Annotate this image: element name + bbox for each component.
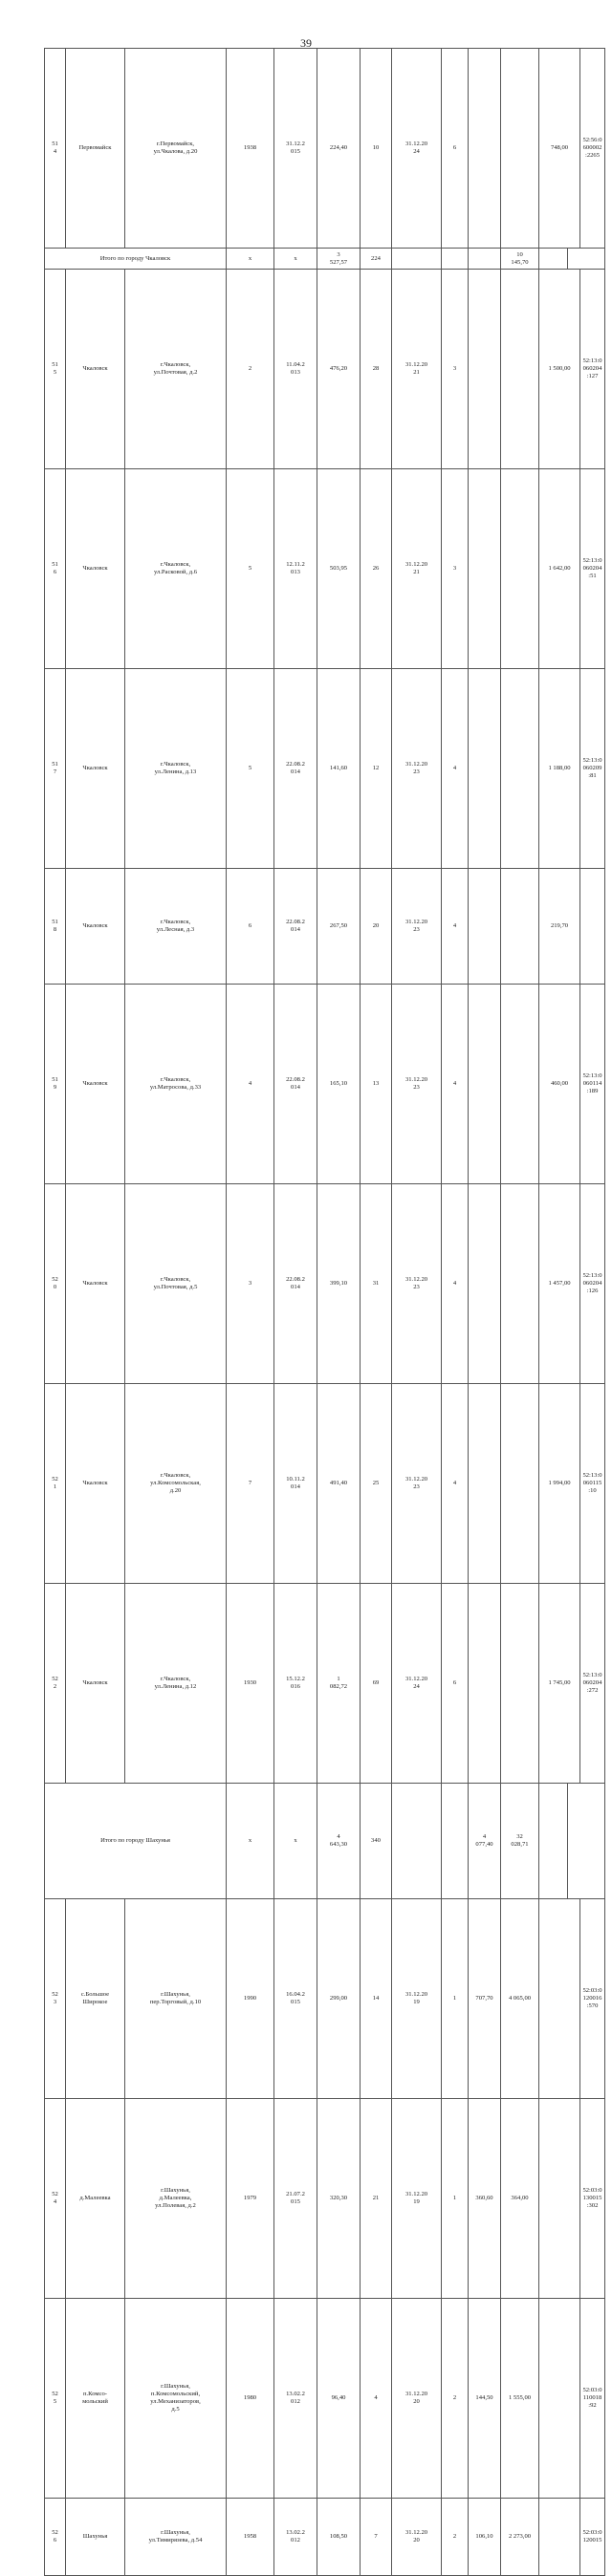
build-year-cell: 2 xyxy=(227,270,274,469)
total-sum-cell xyxy=(539,1784,568,1899)
residents-cell: 7 xyxy=(361,2499,392,2576)
total-deadline-cell xyxy=(392,249,442,270)
table-row xyxy=(45,669,605,869)
residents-cell: 25 xyxy=(361,1384,392,1584)
cadastral-cell: 52:13:0 060114 :189 xyxy=(580,985,605,1184)
area-relocated-cell xyxy=(469,469,501,669)
cadastral-cell: 52:56:0 600002 :2265 xyxy=(580,49,605,249)
settlement-cell: Чкаловск xyxy=(66,985,125,1184)
cadastral-cell: 52:13:0 060204 :126 xyxy=(580,1184,605,1384)
total-cadastral-cell xyxy=(568,249,605,270)
cost-cell xyxy=(501,985,539,1184)
deadline-cell: 31.12.20 20 xyxy=(392,2299,442,2499)
stage-cell: 3 xyxy=(442,469,469,669)
total-sum-cell xyxy=(539,249,568,270)
row-number-cell: 52 5 xyxy=(45,2299,66,2499)
area-relocated-cell: 360,60 xyxy=(469,2099,501,2299)
area-cell: 399,10 xyxy=(317,1184,361,1384)
table-row xyxy=(45,2299,605,2499)
cost-cell xyxy=(501,469,539,669)
cost-cell xyxy=(501,669,539,869)
total-date-cell: х xyxy=(274,1784,317,1899)
build-year-cell: 4 xyxy=(227,985,274,1184)
settlement-cell: Чкаловск xyxy=(66,469,125,669)
table-row xyxy=(45,2499,605,2576)
row-number-cell: 52 2 xyxy=(45,1584,66,1784)
residents-cell: 4 xyxy=(361,2299,392,2499)
residents-cell: 21 xyxy=(361,2099,392,2299)
deadline-cell: 31.12.20 23 xyxy=(392,1184,442,1384)
deadline-cell: 31.12.20 20 xyxy=(392,2499,442,2576)
recognition-date-cell: 13.02.2 012 xyxy=(274,2499,317,2576)
table-row xyxy=(45,1584,605,1784)
total-cadastral-cell xyxy=(568,1784,605,1899)
stage-cell: 4 xyxy=(442,869,469,985)
deadline-cell: 31.12.20 24 xyxy=(392,49,442,249)
area-cell: 476,20 xyxy=(317,270,361,469)
area-cell: 320,30 xyxy=(317,2099,361,2299)
address-cell: г.Шахунья, д.Малеевка, ул.Полевая, д.2 xyxy=(125,2099,227,2299)
address-cell: г.Чкаловск, ул.Почтовая, д.5 xyxy=(125,1184,227,1384)
address-cell: г.Чкаловск, ул.Лесная, д.3 xyxy=(125,869,227,985)
residents-cell: 31 xyxy=(361,1184,392,1384)
area-relocated-cell xyxy=(469,985,501,1184)
deadline-cell: 31.12.20 21 xyxy=(392,270,442,469)
build-year-cell: 1990 xyxy=(227,1899,274,2099)
sum-cell: 1 745,00 xyxy=(539,1584,580,1784)
area-cell: 165,10 xyxy=(317,985,361,1184)
table-row xyxy=(45,985,605,1184)
area-cell: 224,40 xyxy=(317,49,361,249)
recognition-date-cell: 15.12.2 016 xyxy=(274,1584,317,1784)
cost-cell: 1 555,00 xyxy=(501,2299,539,2499)
table-row xyxy=(45,2099,605,2299)
area-cell: 141,60 xyxy=(317,669,361,869)
sum-cell xyxy=(539,1899,580,2099)
cost-cell xyxy=(501,1584,539,1784)
stage-cell: 3 xyxy=(442,270,469,469)
area-relocated-cell xyxy=(469,869,501,985)
sum-cell: 1 994,00 xyxy=(539,1384,580,1584)
recognition-date-cell: 10.11.2 014 xyxy=(274,1384,317,1584)
settlement-cell: с.Большое Широкое xyxy=(66,1899,125,2099)
cadastral-cell: 52:13:0 060204 :127 xyxy=(580,270,605,469)
cost-cell: 4 065,00 xyxy=(501,1899,539,2099)
cadastral-cell: 52:03:0 110018 :92 xyxy=(580,2299,605,2499)
sum-cell: 1 500,00 xyxy=(539,270,580,469)
row-number-cell: 51 4 xyxy=(45,49,66,249)
residents-cell: 26 xyxy=(361,469,392,669)
area-relocated-cell: 144,50 xyxy=(469,2299,501,2499)
build-year-cell: 7 xyxy=(227,1384,274,1584)
row-number-cell: 52 1 xyxy=(45,1384,66,1584)
area-cell: 108,50 xyxy=(317,2499,361,2576)
table-row xyxy=(45,49,605,249)
row-number-cell: 51 5 xyxy=(45,270,66,469)
total-stage-cell xyxy=(442,249,469,270)
residents-cell: 13 xyxy=(361,985,392,1184)
recognition-date-cell: 22.08.2 014 xyxy=(274,669,317,869)
residents-cell: 12 xyxy=(361,669,392,869)
build-year-cell: 5 xyxy=(227,469,274,669)
address-cell: г.Чкаловск, ул.Почтовая, д.2 xyxy=(125,270,227,469)
recognition-date-cell: 22.08.2 014 xyxy=(274,869,317,985)
deadline-cell: 31.12.20 19 xyxy=(392,2099,442,2299)
cadastral-cell: 52:03:0 120016 :570 xyxy=(580,1899,605,2099)
total-area-cell: 3 527,57 xyxy=(317,249,361,270)
cadastral-cell xyxy=(580,869,605,985)
settlement-cell: Чкаловск xyxy=(66,1584,125,1784)
cost-cell xyxy=(501,270,539,469)
area-relocated-cell: 707,70 xyxy=(469,1899,501,2099)
area-cell: 503,95 xyxy=(317,469,361,669)
area-relocated-cell xyxy=(469,669,501,869)
residents-cell: 14 xyxy=(361,1899,392,2099)
stage-cell: 6 xyxy=(442,1584,469,1784)
table-row xyxy=(45,1899,605,2099)
deadline-cell: 31.12.20 23 xyxy=(392,669,442,869)
area-relocated-cell xyxy=(469,1384,501,1584)
sum-cell: 460,00 xyxy=(539,985,580,1184)
settlement-cell: Чкаловск xyxy=(66,669,125,869)
total-row xyxy=(45,1784,605,1899)
table-row xyxy=(45,869,605,985)
build-year-cell: 1958 xyxy=(227,2499,274,2576)
address-cell: г.Первомайск, ул.Чкалова, д.20 xyxy=(125,49,227,249)
cost-cell xyxy=(501,49,539,249)
cost-cell xyxy=(501,1384,539,1584)
settlement-cell: Чкаловск xyxy=(66,1184,125,1384)
address-cell: г.Шахунья, пер.Торговый, д.10 xyxy=(125,1899,227,2099)
total-area-relocated-cell: 4 077,40 xyxy=(469,1784,501,1899)
settlement-cell: п.Комсо- мольский xyxy=(66,2299,125,2499)
sum-cell: 1 188,00 xyxy=(539,669,580,869)
deadline-cell: 31.12.20 19 xyxy=(392,1899,442,2099)
row-number-cell: 51 9 xyxy=(45,985,66,1184)
address-cell: г.Шахунья, ул.Тимирязева, д.54 xyxy=(125,2499,227,2576)
cadastral-cell: 52:13:0 060204 :272 xyxy=(580,1584,605,1784)
recognition-date-cell: 12.11.2 013 xyxy=(274,469,317,669)
residents-cell: 28 xyxy=(361,270,392,469)
total-area-relocated-cell xyxy=(469,249,501,270)
stage-cell: 6 xyxy=(442,49,469,249)
cadastral-cell: 52:03:0 120015 xyxy=(580,2499,605,2576)
total-date-cell: х xyxy=(274,249,317,270)
area-relocated-cell: 106,10 xyxy=(469,2499,501,2576)
stage-cell: 1 xyxy=(442,2099,469,2299)
area-relocated-cell xyxy=(469,1584,501,1784)
deadline-cell: 31.12.20 23 xyxy=(392,869,442,985)
stage-cell: 4 xyxy=(442,1184,469,1384)
total-residents-cell: 340 xyxy=(361,1784,392,1899)
row-number-cell: 52 4 xyxy=(45,2099,66,2299)
sum-cell: 1 457,00 xyxy=(539,1184,580,1384)
residents-cell: 10 xyxy=(361,49,392,249)
table-row xyxy=(45,1384,605,1584)
page-number: 39 xyxy=(300,36,312,50)
table-row xyxy=(45,270,605,469)
total-deadline-cell xyxy=(392,1784,442,1899)
total-stage-cell xyxy=(442,1784,469,1899)
sum-cell xyxy=(539,2099,580,2299)
area-cell: 96,40 xyxy=(317,2299,361,2499)
deadline-cell: 31.12.20 21 xyxy=(392,469,442,669)
recognition-date-cell: 22.08.2 014 xyxy=(274,985,317,1184)
total-year-cell: х xyxy=(227,249,274,270)
table-row xyxy=(45,1184,605,1384)
row-number-cell: 51 6 xyxy=(45,469,66,669)
settlement-cell: Чкаловск xyxy=(66,869,125,985)
build-year-cell: 1938 xyxy=(227,49,274,249)
address-cell: г.Шахунья, п.Комсомольский, ул.Механизаторов, д.5 xyxy=(125,2299,227,2499)
recognition-date-cell: 16.04.2 015 xyxy=(274,1899,317,2099)
total-cost-cell: 32 028,71 xyxy=(501,1784,539,1899)
area-relocated-cell xyxy=(469,1184,501,1384)
settlement-cell: д.Малеевка xyxy=(66,2099,125,2299)
cadastral-cell: 52:13:0 060204 :51 xyxy=(580,469,605,669)
deadline-cell: 31.12.20 23 xyxy=(392,1384,442,1584)
recognition-date-cell: 21.07.2 015 xyxy=(274,2099,317,2299)
row-number-cell: 52 0 xyxy=(45,1184,66,1384)
sum-cell: 748,00 xyxy=(539,49,580,249)
build-year-cell: 1930 xyxy=(227,1584,274,1784)
recognition-date-cell: 31.12.2 015 xyxy=(274,49,317,249)
residents-cell: 69 xyxy=(361,1584,392,1784)
total-area-cell: 4 643,30 xyxy=(317,1784,361,1899)
sum-cell: 219,70 xyxy=(539,869,580,985)
stage-cell: 2 xyxy=(442,2299,469,2499)
recognition-date-cell: 11.04.2 013 xyxy=(274,270,317,469)
settlement-cell: Шахунья xyxy=(66,2499,125,2576)
deadline-cell: 31.12.20 23 xyxy=(392,985,442,1184)
row-number-cell: 52 3 xyxy=(45,1899,66,2099)
area-cell: 491,40 xyxy=(317,1384,361,1584)
total-label: Итого по городу Чкаловск xyxy=(45,249,227,270)
row-number-cell: 52 6 xyxy=(45,2499,66,2576)
sum-cell xyxy=(539,2499,580,2576)
stage-cell: 4 xyxy=(442,1384,469,1584)
settlement-cell: Чкаловск xyxy=(66,1384,125,1584)
address-cell: г.Чкаловск, ул.Ленина, д.12 xyxy=(125,1584,227,1784)
address-cell: г.Чкаловск, ул.Расковой, д.6 xyxy=(125,469,227,669)
row-number-cell: 51 8 xyxy=(45,869,66,985)
total-year-cell: х xyxy=(227,1784,274,1899)
area-cell: 299,00 xyxy=(317,1899,361,2099)
area-relocated-cell xyxy=(469,270,501,469)
cost-cell xyxy=(501,869,539,985)
build-year-cell: 3 xyxy=(227,1184,274,1384)
total-cost-cell: 10 145,70 xyxy=(501,249,539,270)
build-year-cell: 6 xyxy=(227,869,274,985)
row-number-cell: 51 7 xyxy=(45,669,66,869)
build-year-cell: 1980 xyxy=(227,2299,274,2499)
total-label: Итого по городу Шахунья xyxy=(45,1784,227,1899)
cost-cell: 364,00 xyxy=(501,2099,539,2299)
address-cell: г.Чкаловск, ул.Ленина, д.13 xyxy=(125,669,227,869)
recognition-date-cell: 13.02.2 012 xyxy=(274,2299,317,2499)
stage-cell: 1 xyxy=(442,1899,469,2099)
recognition-date-cell: 22.08.2 014 xyxy=(274,1184,317,1384)
cadastral-cell: 52:13:0 060115 :10 xyxy=(580,1384,605,1584)
total-row xyxy=(45,249,605,270)
sum-cell xyxy=(539,2299,580,2499)
deadline-cell: 31.12.20 24 xyxy=(392,1584,442,1784)
stage-cell: 4 xyxy=(442,669,469,869)
build-year-cell: 5 xyxy=(227,669,274,869)
sum-cell: 1 642,00 xyxy=(539,469,580,669)
stage-cell: 2 xyxy=(442,2499,469,2576)
cost-cell: 2 273,00 xyxy=(501,2499,539,2576)
housing-register-table xyxy=(44,48,605,2576)
residents-cell: 20 xyxy=(361,869,392,985)
address-cell: г.Чкаловск, ул.Матросова, д.33 xyxy=(125,985,227,1184)
build-year-cell: 1979 xyxy=(227,2099,274,2299)
cadastral-cell: 52:03:0 130015 :302 xyxy=(580,2099,605,2299)
area-cell: 1 082,72 xyxy=(317,1584,361,1784)
area-cell: 267,50 xyxy=(317,869,361,985)
cadastral-cell: 52:13:0 060209 :81 xyxy=(580,669,605,869)
table-row xyxy=(45,469,605,669)
area-relocated-cell xyxy=(469,49,501,249)
address-cell: г.Чкаловск, ул.Комсомольская, д.20 xyxy=(125,1384,227,1584)
total-residents-cell: 224 xyxy=(361,249,392,270)
stage-cell: 4 xyxy=(442,985,469,1184)
settlement-cell: Первомайск xyxy=(66,49,125,249)
cost-cell xyxy=(501,1184,539,1384)
settlement-cell: Чкаловск xyxy=(66,270,125,469)
